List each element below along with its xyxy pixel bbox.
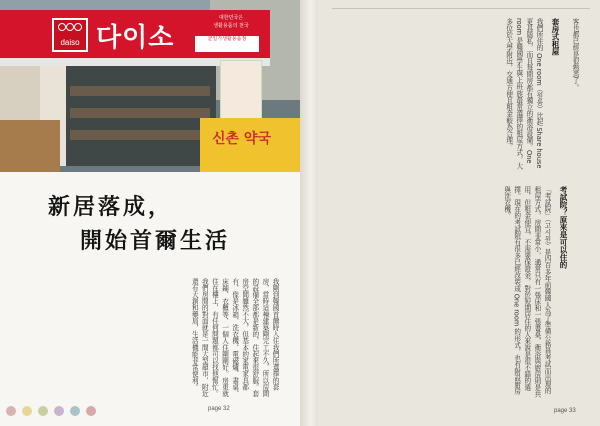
section-body-rental: 我們所住的 One room（원룸）比起 Share house 更具隱私，而且每間房都有獨立的衛浴設備。One room 是韓國學生與上班族最常選擇的租屋方式，大多位於大學附近，交通方便且租金較為合理。 bbox=[504, 18, 543, 170]
page-title-line2: 開始首爾生活 bbox=[80, 229, 231, 254]
daiso-logo: daiso bbox=[52, 18, 88, 52]
page-number-right: page 33 bbox=[554, 408, 576, 414]
page-number-left: page 32 bbox=[208, 406, 230, 412]
page-title-line1: 新居落成， bbox=[48, 195, 174, 220]
store-poster bbox=[220, 60, 262, 124]
left-body-text: 我剛到韓國首爾時入住我們所選擇的套房，當時這棟建築剛完工不久，所以房間的設備全部都是新的，住起來很舒服。套房空間雖然不大，但基本的家電家具都有，像是冰箱、洗衣機、電磁爐、書桌、床鋪、衣櫃等，一個人住剛剛好。房東就住在樓上，有任何問題都可以找他幫忙。我們房間的對面就是一間大型超市，附近還有大創和藥局，生活機能非常便利。 bbox=[190, 278, 279, 397]
right-page bbox=[318, 0, 600, 426]
store-shelf bbox=[70, 130, 210, 140]
pharmacy-sign-text: 신촌 약국 bbox=[212, 131, 271, 147]
section-heading-gosiwon: 考試院？原來是可以住的 bbox=[559, 186, 568, 269]
store-shelf bbox=[70, 86, 210, 96]
decorative-dots bbox=[6, 406, 96, 416]
decorative-dot bbox=[22, 406, 32, 416]
decorative-dot bbox=[70, 406, 80, 416]
stacked-boxes bbox=[0, 120, 60, 172]
decorative-dot bbox=[54, 406, 64, 416]
section-heading-rental: 套房式租屋 bbox=[551, 18, 560, 56]
decorative-dot bbox=[38, 406, 48, 416]
intro-text: 客也都已經是很熟悉了。 bbox=[571, 18, 579, 91]
daiso-korean-sign: 다이소 bbox=[96, 23, 175, 53]
sign-tagline: 대한민국은 생활용품의 천국 bbox=[213, 15, 249, 29]
page-gutter bbox=[300, 0, 318, 426]
top-rule bbox=[332, 8, 590, 9]
section-body-gosiwon: 「考試院」（고시원）是四百多年前韓國人為了準備公務員考試而出現的租屋方式，房間非常小，通常只有一張床和一張書桌，衛浴與廚房則是共用，但租金便宜，不需要保證金，對於短期居住的人來說是很不錯的選擇。現在的考試院有很多已經改裝成 One room 的形式，也有附設廚房與洗衣機。 bbox=[502, 186, 551, 398]
store-shelf bbox=[70, 108, 210, 118]
store-photo bbox=[0, 0, 300, 172]
sign-store-type: 균일가생활용품점 bbox=[195, 36, 259, 52]
decorative-dot bbox=[86, 406, 96, 416]
decorative-dot bbox=[6, 406, 16, 416]
